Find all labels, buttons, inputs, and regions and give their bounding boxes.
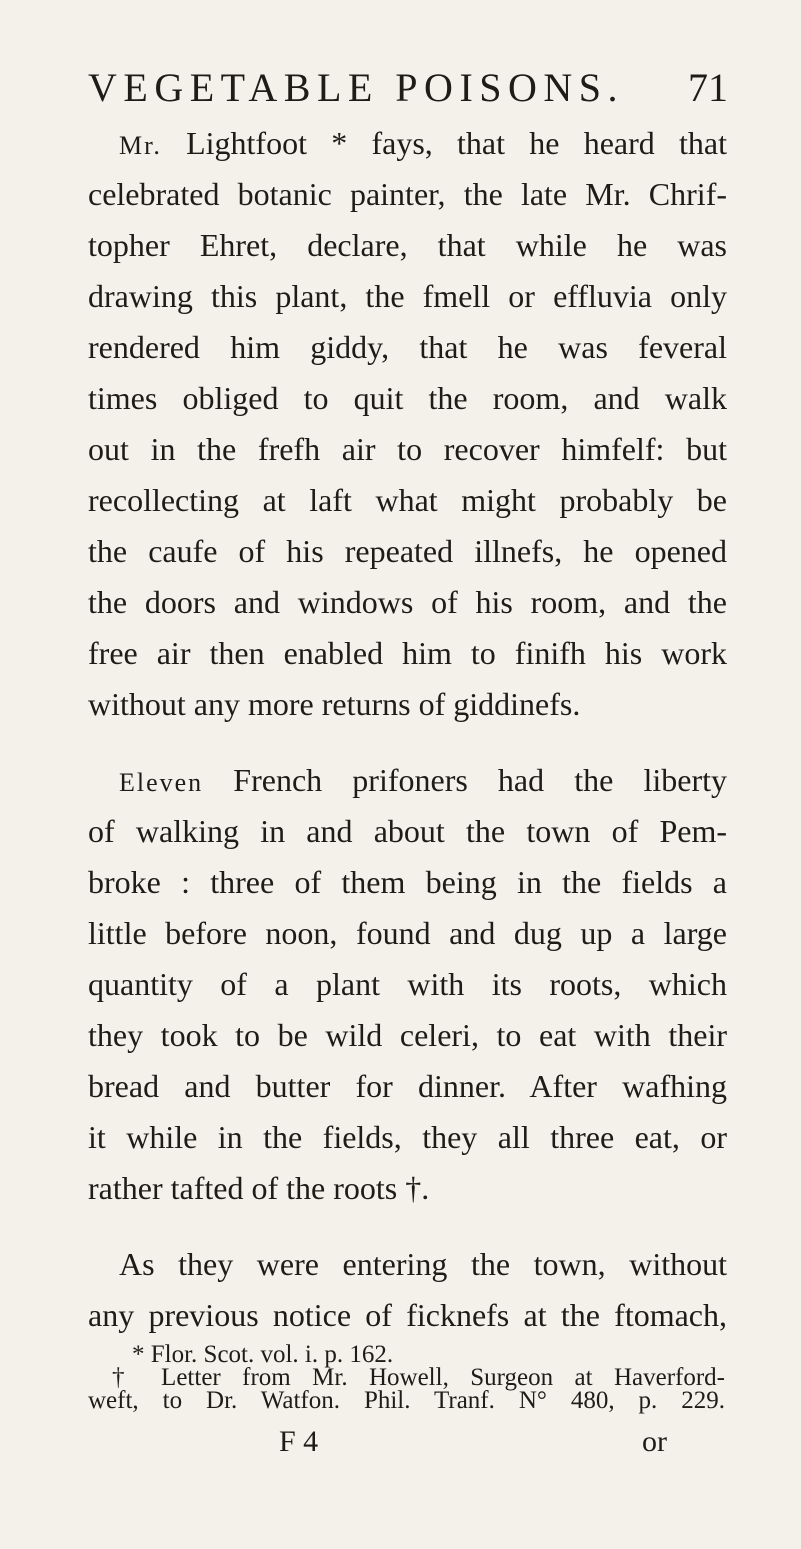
text-line: times obliged to quit the room, and walk — [88, 380, 727, 416]
footnote: weft, to Dr. Watfon. Phil. Tranf. N° 480, p. 229. — [88, 1387, 725, 1414]
footnote: * Flor. Scot. vol. i. p. 162. — [132, 1341, 394, 1368]
text-line: celebrated botanic painter, the late Mr. Chrif- — [88, 176, 727, 212]
text-line: quantity of a plant with its roots, which — [88, 966, 727, 1002]
text-line: free air then enabled him to finifh his work — [88, 635, 727, 671]
text-line: any previous notice of ficknefs at the ftomach, — [88, 1297, 727, 1333]
text-line: broke : three of them being in the fields a — [88, 864, 727, 900]
running-head — [88, 58, 728, 118]
text-line: recollecting at laft what might probably be — [88, 482, 727, 518]
text-line: the caufe of his repeated illnefs, he opened — [88, 533, 727, 569]
text-line: rather tafted of the roots †. — [88, 1170, 430, 1206]
text-line: the doors and windows of his room, and the — [88, 584, 727, 620]
paragraph-lead: Eleven — [119, 768, 204, 797]
text-line: little before noon, found and dug up a large — [88, 915, 727, 951]
text-line: Eleven French prifoners had the liberty — [119, 762, 727, 798]
text-line: drawing this plant, the fmell or effluvia only — [88, 278, 727, 314]
catchword: or — [642, 1425, 667, 1458]
page-number: 71 — [688, 65, 728, 110]
text-line: bread and butter for dinner. After wafhing — [88, 1068, 727, 1104]
text-line: As they were entering the town, without — [119, 1246, 727, 1282]
running-head-title: VEGETABLE POISONS. — [88, 65, 625, 110]
text-line: of walking in and about the town of Pem- — [88, 813, 727, 849]
paragraph-lead: Mr. — [119, 131, 162, 160]
text-line: topher Ehret, declare, that while he was — [88, 227, 727, 263]
signature-mark: F 4 — [279, 1425, 319, 1458]
text-line: out in the frefh air to recover himfelf: but — [88, 431, 727, 467]
text-line: Mr. Lightfoot * fays, that he heard that — [119, 125, 727, 161]
text-line: rendered him giddy, that he was feveral — [88, 329, 727, 365]
text-line: they took to be wild celeri, to eat with their — [88, 1017, 727, 1053]
footnote: † Letter from Mr. Howell, Surgeon at Haverford- — [112, 1364, 725, 1391]
text-line: it while in the fields, they all three eat, or — [88, 1119, 727, 1155]
text-line: without any more returns of giddinefs. — [88, 686, 581, 722]
